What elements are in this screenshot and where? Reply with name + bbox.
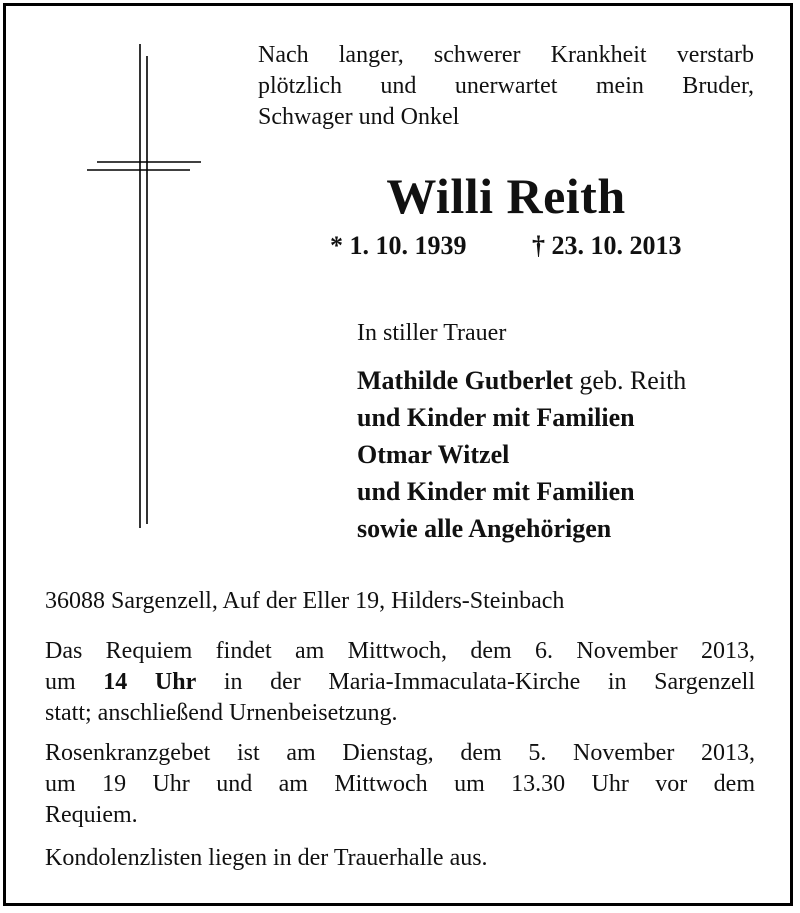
family-line	[357, 473, 686, 510]
death-date: † 23. 10. 2013	[532, 231, 682, 260]
requiem-line	[45, 667, 755, 698]
rosary-line: Requiem.	[45, 802, 138, 828]
requiem-paragraph	[45, 636, 755, 729]
family-note: geb. Reith	[572, 366, 687, 395]
mourning-label: In stiller Trauer	[357, 320, 507, 346]
family-line	[357, 399, 686, 436]
family-line	[357, 510, 686, 547]
requiem-time: 14 Uhr	[103, 669, 197, 695]
requiem-location: in der Maria-Immaculata-Kirche in Sargenzell	[196, 669, 755, 695]
rosary-line: Rosenkranzgebet ist am Dienstag, dem 5. November 2013,	[45, 740, 755, 766]
intro-line: plötzlich und unerwartet mein Bruder,	[258, 73, 754, 99]
intro-line: Schwager und Onkel	[258, 104, 460, 130]
intro-text	[258, 40, 754, 133]
family-name: Mathilde Gutberlet	[357, 366, 573, 395]
condolence-paragraph	[45, 843, 755, 874]
family-line	[357, 436, 686, 473]
rosary-paragraph	[45, 738, 755, 831]
requiem-line: Das Requiem findet am Mittwoch, dem 6. November 2013,	[45, 638, 755, 664]
family-line	[357, 362, 686, 399]
condolence-line: Kondolenzlisten liegen in der Trauerhalle aus.	[45, 845, 488, 871]
family-name: und Kinder mit Familien	[357, 403, 635, 432]
requiem-line: statt; anschließend Urnenbeisetzung.	[45, 700, 398, 726]
birth-date: * 1. 10. 1939	[330, 231, 467, 260]
address: 36088 Sargenzell, Auf der Eller 19, Hilders-Steinbach	[45, 588, 565, 614]
deceased-name: Willi Reith	[386, 168, 626, 224]
family-name: und Kinder mit Familien	[357, 477, 635, 506]
family-name: Otmar Witzel	[357, 440, 510, 469]
rosary-line: um 19 Uhr und am Mittwoch um 13.30 Uhr vor dem	[45, 771, 755, 797]
intro-line: Nach langer, schwerer Krankheit verstarb	[258, 42, 754, 68]
requiem-prefix: um	[45, 669, 104, 695]
family-list	[357, 362, 686, 547]
family-name: sowie alle Angehörigen	[357, 514, 612, 543]
